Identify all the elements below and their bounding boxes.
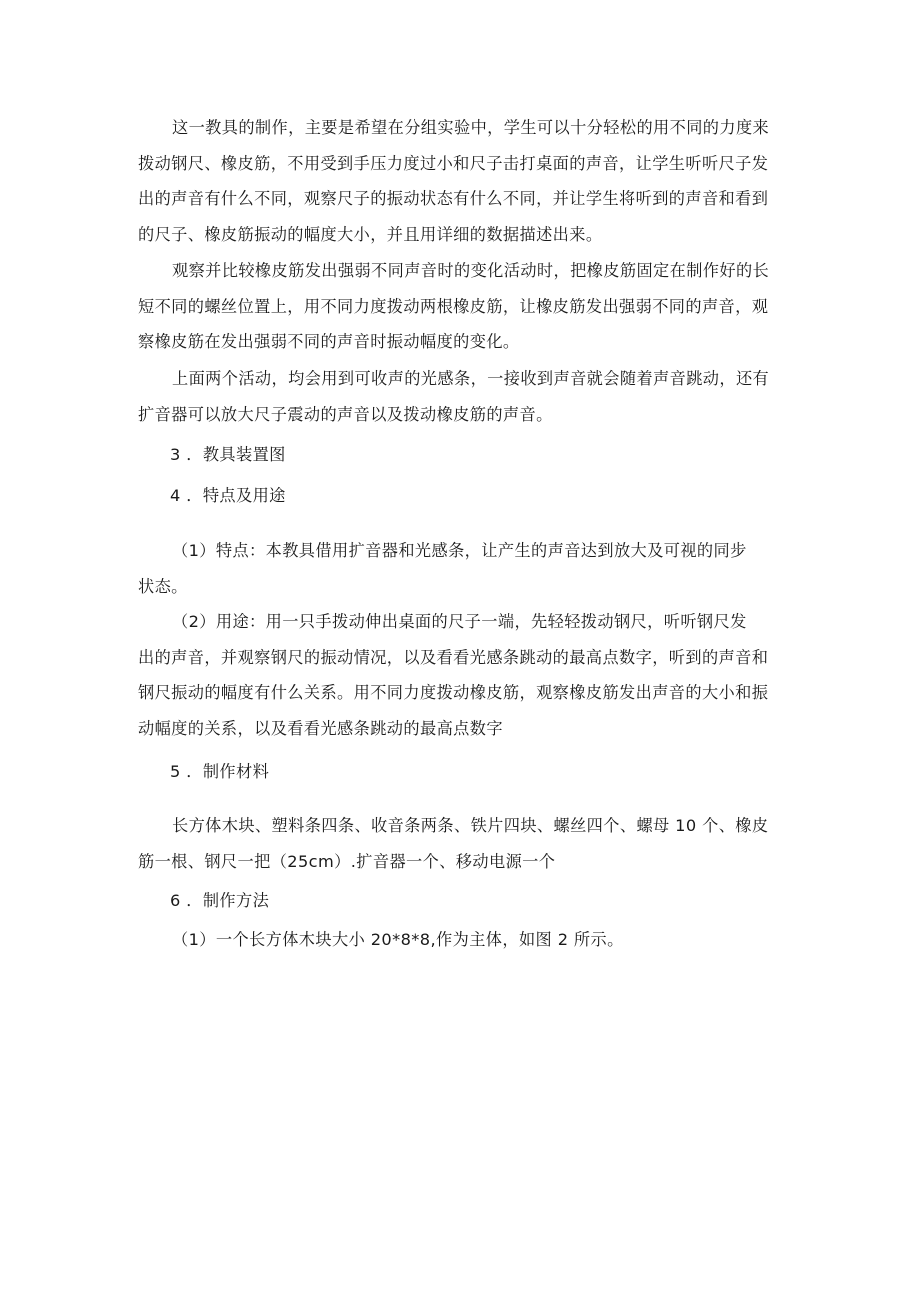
paragraph-line: （2）用途：用一只手拨动伸出桌面的尺子一端，先轻轻拨动钢尺，听听钢尺发 <box>172 612 747 631</box>
paragraph-line: 观察并比较橡皮筋发出强弱不同声音时的变化活动时，把橡皮筋固定在制作好的长 <box>172 261 770 280</box>
paragraph-materials <box>138 808 792 879</box>
paragraph-line: 状态。 <box>138 576 188 596</box>
section-heading-features-uses: 4 ．特点及用途 <box>170 486 286 505</box>
paragraph-line: 的尺子、橡皮筋振动的幅度大小，并且用详细的数据描述出来。 <box>138 224 603 244</box>
section-heading-device-diagram: 3 ．教具装置图 <box>170 445 286 464</box>
paragraph-method-step-1 <box>138 922 792 958</box>
section-heading-method: 6 ．制作方法 <box>170 891 270 910</box>
section-heading-materials: 5 ．制作材料 <box>170 762 270 781</box>
paragraph-line: 上面两个活动，均会用到可收声的光感条，一接收到声音就会随着声音跳动，还有 <box>172 369 770 388</box>
paragraph-line: 这一教具的制作，主要是希望在分组实验中，学生可以十分轻松的用不同的力度来 <box>172 118 770 137</box>
paragraph-line: 筋一根、钢尺一把（25cm）.扩音器一个、移动电源一个 <box>138 851 556 871</box>
paragraph-line: 扩音器可以放大尺子震动的声音以及拨动橡皮筋的声音。 <box>138 404 553 424</box>
paragraph-teaching-aid-purpose <box>138 110 792 252</box>
paragraph-uses <box>138 604 792 746</box>
paragraph-line: 察橡皮筋在发出强弱不同的声音时振动幅度的变化。 <box>138 332 520 351</box>
paragraph-line: 短不同的螺丝位置上，用不同力度拨动两根橡皮筋，让橡皮筋发出强弱不同的声音，观 <box>138 296 769 316</box>
paragraph-line: 拨动钢尺、橡皮筋，不用受到手压力度过小和尺子击打桌面的声音，让学生听听尺子发 <box>138 153 769 173</box>
paragraph-line: （1）一个长方体木块大小 20*8*8,作为主体，如图 2 所示。 <box>172 930 624 949</box>
paragraph-light-sensor <box>138 361 792 432</box>
paragraph-features <box>138 533 792 604</box>
paragraph-line: 出的声音有什么不同，观察尺子的振动状态有什么不同，并让学生将听到的声音和看到 <box>138 189 769 208</box>
paragraph-line: 钢尺振动的幅度有什么关系。用不同力度拨动橡皮筋，观察橡皮筋发出声音的大小和振 <box>138 683 769 702</box>
paragraph-line: 出的声音，并观察钢尺的振动情况，以及看看光感条跳动的最高点数字，听到的声音和 <box>138 647 769 667</box>
paragraph-line: （1）特点：本教具借用扩音器和光感条，让产生的声音达到放大及可视的同步 <box>172 541 747 560</box>
paragraph-line: 长方体木块、塑料条四条、收音条两条、铁片四块、螺丝四个、螺母 10 个、橡皮 <box>172 816 769 835</box>
paragraph-line: 动幅度的关系，以及看看光感条跳动的最高点数字 <box>138 718 503 738</box>
paragraph-rubber-band-activity <box>138 253 792 360</box>
